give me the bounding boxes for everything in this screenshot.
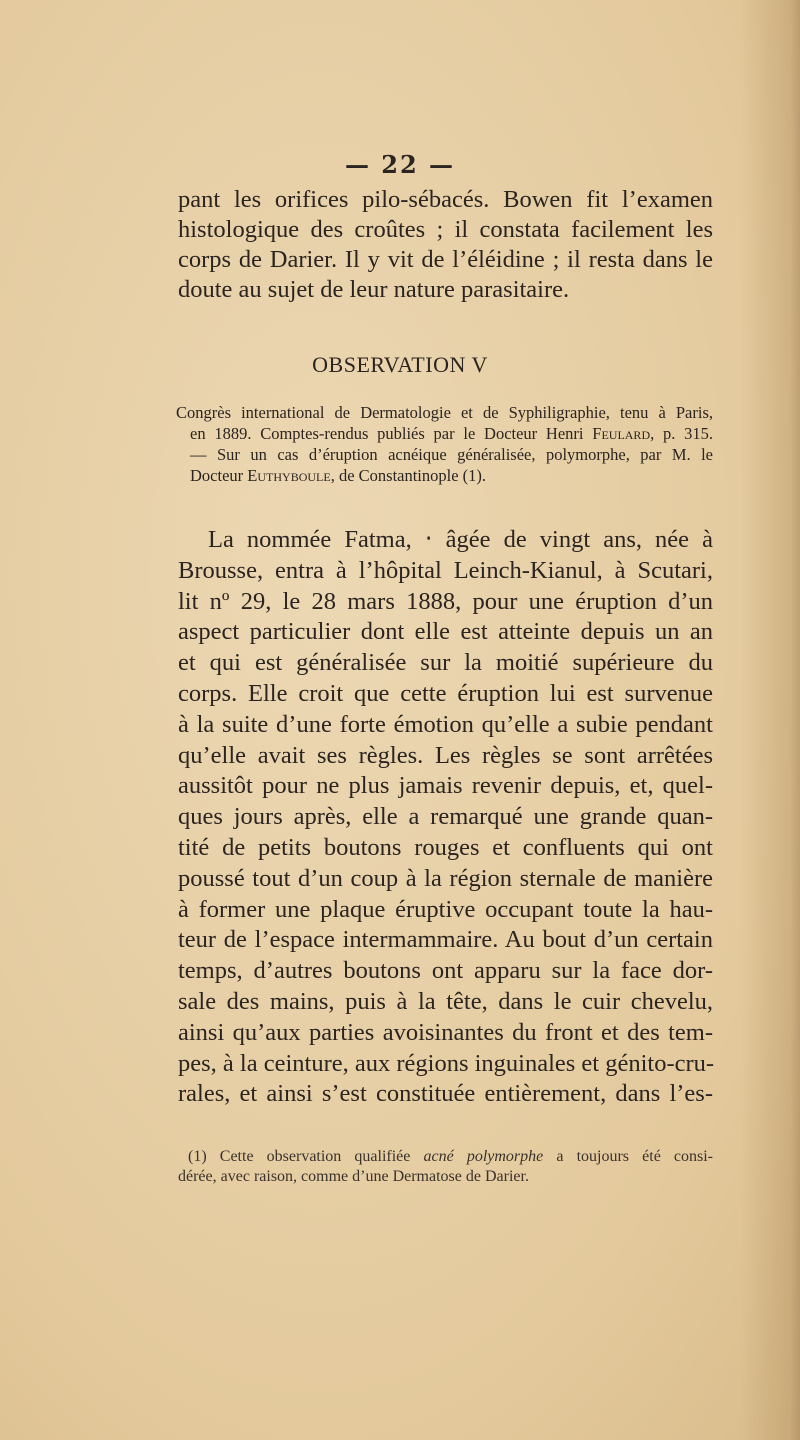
footnote-marker: (1) <box>188 1148 220 1165</box>
text-line: histologique des croûtes ; il constata facilement les <box>178 216 713 243</box>
footnote-text: Cette observation qualifiée <box>219 1148 424 1165</box>
citation-block <box>176 402 713 486</box>
text-line: et qui est généralisée sur la moitié supérieure du <box>178 649 713 677</box>
text-line: sale des mains, puis à la tête, dans le cuir chevelu, <box>178 987 713 1015</box>
text-line: à la suite d’une forte émotion qu’elle a subie pendant <box>178 710 713 738</box>
footnote-text: a toujours été consi- <box>543 1148 714 1165</box>
continuation-paragraph <box>178 185 713 305</box>
text-line: à former une plaque éruptive occupant toute la hau- <box>178 895 713 923</box>
observation-body <box>178 525 713 1110</box>
citation-line: — Sur un cas d’éruption acnéique généralisée, polymorphe, par M. le <box>190 445 713 464</box>
citation-text: , de Constantinople (1). <box>330 466 487 485</box>
citation-line <box>176 465 713 486</box>
text-line: aussitôt pour ne plus jamais revenir depuis, et, quel- <box>178 772 713 800</box>
text-line: La nommée Fatma, ‧ âgée de vingt ans, née à <box>208 526 713 553</box>
citation-line <box>176 423 713 444</box>
footnote <box>178 1147 713 1187</box>
text-line: rales, et ainsi s’est constituée entièrement, dans l’es- <box>178 1080 713 1108</box>
text-line: poussé tout d’un coup à la région sternale de manière <box>178 864 713 892</box>
text-line: lit nº 29, le 28 mars 1888, pour une éruption d’un <box>178 587 713 615</box>
footnote-line <box>178 1147 713 1167</box>
footnote-emphasis: acné polymorphe <box>423 1148 544 1165</box>
observation-heading: OBSERVATION V <box>312 352 488 377</box>
citation-text: , p. 315. <box>650 424 713 443</box>
text-line: ques jours après, elle a remarqué une grande quan- <box>178 803 713 831</box>
text-line: pes, à la ceinture, aux régions inguinales et génito-cru- <box>178 1049 715 1077</box>
text-line: corps de Darier. Il y vit de l’éléidine ; il resta dans le <box>178 246 713 273</box>
text-line: corps. Elle croit que cette éruption lui est survenue <box>178 679 713 707</box>
text-line: teur de l’espace intermammaire. Au bout d’un certain <box>178 926 713 954</box>
text-line: ainsi qu’aux parties avoisinantes du front et des tem- <box>178 1018 713 1046</box>
footnote-line: dérée, avec raison, comme d’une Dermatose de Darier. <box>178 1168 529 1185</box>
author-name: Feulard <box>592 424 651 443</box>
citation-text: Docteur <box>190 466 248 485</box>
text-line: temps, d’autres boutons ont apparu sur la face dor- <box>178 957 713 985</box>
text-line: pant les orifices pilo-sébacés. Bowen fit l’examen <box>178 186 713 213</box>
citation-line: Congrès international de Dermatologie et de Syphiligraphie, tenu à Paris, <box>176 403 713 422</box>
citation-text: en 1889. Comptes-rendus publiés par le Docteur Henri <box>190 424 593 443</box>
text-line: doute au sujet de leur nature parasitaire. <box>178 276 570 303</box>
page-number: — 22 — <box>344 150 456 179</box>
text-line: Brousse, entra à l’hôpital Leinch-Kianul, à Scutari, <box>178 556 713 584</box>
text-line: qu’elle avait ses règles. Les règles se sont arrêtées <box>178 741 713 769</box>
text-line: aspect particulier dont elle est atteinte depuis un an <box>178 618 713 646</box>
text-line: tité de petits boutons rouges et confluents qui ont <box>178 833 713 861</box>
author-name: Euthyboule <box>247 466 331 485</box>
